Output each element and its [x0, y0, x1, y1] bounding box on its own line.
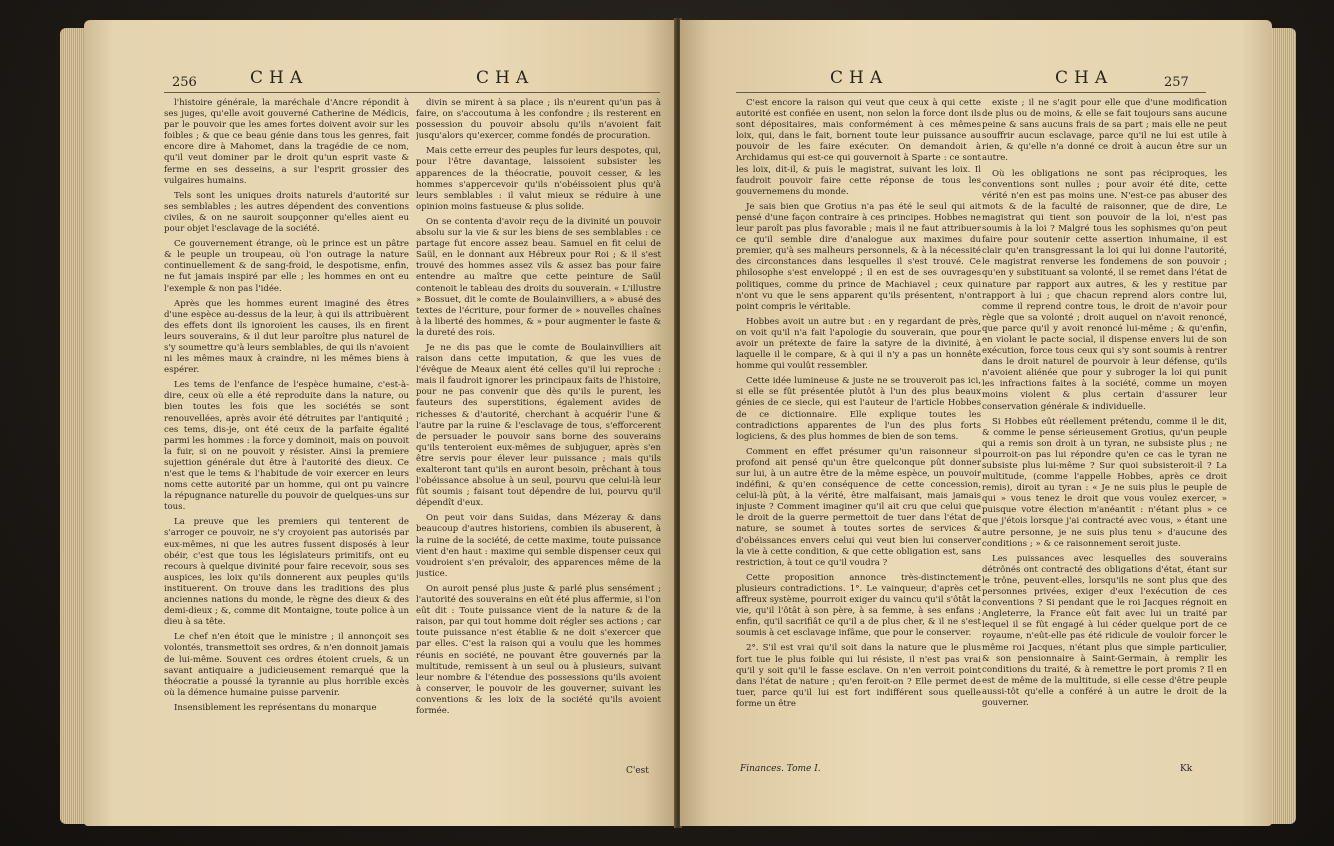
- paragraph: Hobbes avoit un autre but : en y regardant de près, on voit qu'il n'a fait l'apologie du souverain, que pour avoir un prétexte de faire la satyre de la divinité, à laquelle il le compare, & à qui il n'y a pas un honnête homme qui voulût ressembler.: [736, 316, 981, 372]
- paragraph: Comment en effet présumer qu'un raisonneur si profond ait pensé qu'un être quelconque pût donner sur lui, à un autre être de la même espèce, un pouvoir indéfini, & qu'en conséquence de cette concession, celui-là pût, à la vérité, être malfaisant, mais jamais injuste ? Comment imaginer qu'il ait cru que celui que le droit de la guerre permettoit de tuer dans l'état de nature, se soumet à toutes sortes de services & d'obéissances envers celui qui veut bien lui conserver la vie à cette condition, & que cette obligation est, sans restriction, à tout ce qu'il voudra ?: [736, 446, 981, 568]
- paragraph: Ce gouvernement étrange, où le prince est un pâtre & le peuple un troupeau, où l'on outrage la nature continuellement & de sang-froid, le despotisme, enfin, ne fut jamais inspiré par elle ; les hommes en ont eu l'exemple & non pas l'idée.: [164, 239, 409, 294]
- paragraph: Je ne dis pas que le comte de Boulainvilliers ait raison dans cette imputation, & que les vues de l'évêque de Meaux aient été celles qu'il lui reproche : mais il faudroit ignorer les principaux faits de l'histoire, pour ne pas convenir que dès qu'ils le purent, les fauteurs des superstitions, également avides de richesses & d'autorité, cherchant à acquérir l'une & l'autre par la ruine & l'esclavage de tous, s'efforcerent de persuader le pouvoir sans borne des souverains qu'ils tenteroient eux-mêmes de subjuguer, après s'en être servis pour élever leur puissance ; mais qu'ils exalteront tant qu'ils en auront besoin, prêchant à tous l'obéissance absolue à un seul, pourvu que celui-là leur fût soumis ; faisant tout dépendre de lui, pourvu qu'il dépendît d'eux.: [416, 342, 661, 509]
- right-column-1: [736, 98, 981, 758]
- page-number-left: 256: [172, 75, 197, 90]
- left-column-2: [416, 98, 661, 758]
- paragraph: On peut voir dans Suidas, dans Mézeray & dans beaucoup d'autres historiens, combien ils abuserent, à la ruine de la société, de cette maxime, toute puissance vient d'en haut : maxime qui semble dispenser ceux qui voudroient s'en prévaloir, des apparences même de la justice.: [416, 513, 661, 579]
- paragraph: Cette proposition annonce très-distinctement plusieurs contradictions. 1°. Le vainqueur, d'après cet affreux système, pourroit exiger du vaincu qu'il s'ôtât la vie, qu'il l'ôtât à son père, à sa femme, à ses enfans ; enfin, qu'il sacrifiât ce qu'il a de plus cher, & il ne s'est soumis à cet esclavage infâme, que pour le conserver.: [736, 572, 981, 639]
- right-column-2: [982, 98, 1227, 758]
- paragraph: On auroit pensé plus juste & parlé plus sensément ; l'autorité des souverains en eût été plus affermie, si l'on eût dit : Toute puissance vient de la nature & de la raison, par qui tout homme doit régler ses actions ; car toute puissance n'est établie & ne doit s'exercer que par elles. C'est la raison qui a voulu que les hommes réunis en société, ne pouvant être gouvernés par la multitude, remissent à un seul ou à plusieurs, suivant leur nombre & l'étendue des possessions qu'ils avoient à conserver, le pouvoir de les gouverner, suivant les conventions & les loix de la société qu'ils avoient formée.: [416, 583, 661, 716]
- paragraph: l'histoire générale, la maréchale d'Ancre répondit à ses juges, qu'elle avoit gouverné Catherine de Médicis, par le pouvoir que les ames fortes doivent avoir sur les foibles ; & que ce beau génie dans tous les genres, fait encore dire à Mahomet, dans la tragédie de ce nom, qu'il veut dominer par le droit qu'un esprit vaste & ferme en ses desseins, a sur l'esprit grossier des vulgaires humains.: [164, 98, 409, 186]
- head-rule-left: [164, 92, 660, 93]
- paragraph: Où les obligations ne sont pas réciproques, les conventions sont nulles ; pour avoir été dite, cette vérité n'en est pas moins une. N'est-ce pas abuser des mots & de la faculté de raisonner, que de dire, Le magistrat qui tient son pouvoir de la loi, n'est pas soumis à la loi ? Malgré tous les sophismes qu'on peut faire pour soutenir cette assertion inhumaine, il est clair qu'en transgressant la loi qui lui donne l'autorité, le magistrat renverse les fondemens de son pouvoir ; qu'en y substituant sa volonté, il se remet dans l'état de nature par rapport aux autres, & les y restitue par rapport à lui ; que chacun reprend alors contre lui, comme il reprend contre tous, le droit de n'avoir pour règle que sa volonté ; droit auquel on n'avoit renoncé, que parce qu'il y avoit renoncé lui-même ; & qu'enfin, en violant le pacte social, il dispense envers lui de son exécution, force tous ceux qui s'y sont soumis à rentrer dans le droit naturel de pourvoir à leur défense, qu'ils n'avoient aliénée que pour y subroger la loi qui punit les infractions faites à la société, comme un moyen moins violent & plus certain d'assurer leur conservation générale & individuelle.: [982, 168, 1227, 412]
- paragraph: Après que les hommes eurent imaginé des êtres d'une espèce au-dessus de la leur, à qui ils attribuèrent des effets dont ils ignoroient les causes, ils en firent leurs souverains, & il dut leur paroître plus naturel de s'y soumettre qu'à leurs semblables, de qui ils n'avoient ni les mêmes maux à craindre, ni les mêmes biens à espérer.: [164, 298, 409, 376]
- footer-title: Finances. Tome I.: [740, 764, 821, 774]
- running-head-right-2: CHA: [1055, 68, 1114, 88]
- paragraph: On se contenta d'avoir reçu de la divinité un pouvoir absolu sur la vie & sur les biens de ses semblables : ce partage fut encore assez beau. Samuel en fit celui de Saül, en le donnant aux Hébreux pour Roi ; & il s'est trouvé des hommes assez vils & assez bas pour faire entendre au maître que cette peinture de Saül contenoit le tableau des droits du souverain. « L'illustre » Bossuet, dit le comte de Boulainvilliers, a » abusé des textes de l'écriture, pour former de » nouvelles chaînes à la liberté des hommes, & » pour augmenter le faste & la dureté des rois.: [416, 216, 661, 338]
- paragraph: divin se mirent à sa place ; ils n'eurent qu'un pas à faire, on s'accoutuma à les confondre ; ils resterent en possession du pouvoir absolu qu'ils n'avoient fait jusqu'alors qu'exercer, comme fondés de procuration.: [416, 98, 661, 142]
- running-head-right-1: CHA: [830, 68, 889, 88]
- running-head-left-2: CHA: [476, 68, 535, 88]
- head-rule-right: [736, 92, 1206, 93]
- paragraph: 2°. S'il est vrai qu'il soit dans la nature que le plus fort tue le plus foible qui lui résiste, il n'est pas vrai qu'il y soit qu'il le fasse esclave. On n'en verroit point dans l'état de nature ; qu'en feroit-on ? Elle permet de tuer, parce qu'il lui est fort indifférent sous quelle forme un être: [736, 643, 981, 709]
- catchword: C'est: [626, 766, 649, 776]
- paragraph: Les puissances avec lesquelles des souverains détrônés ont contracté des obligations d'état, étant sur le trône, peuvent-elles, lorsqu'ils ne sont plus que des personnes privées, exiger d'eux l'exécution de ces conventions ? Si pendant que le roi Jacques régnoit en Angleterre, la France eût fait avec lui un traité par lequel il se fût engagé à lui céder quelque port de ce royaume, n'eût-elle pas été ridicule de vouloir forcer le même roi Jacques, n'étant plus que simple particulier, & son pensionnaire à Saint-Germain, à remplir les conditions du traité, & à remettre le port promis ? Il en est de même de la multitude, si elle cesse d'être peuple aussi-tôt qu'elle a conféré à un autre le droit de la gouverner.: [982, 553, 1227, 708]
- paragraph: Le chef n'en étoit que le ministre ; il annonçoit ses volontés, transmettoit ses ordres, & n'en donnoit jamais de lui-même. Souvent ces ordres étoient cruels, & un savant antiquaire a judicieusement remarqué que la théocratie a poussé la tyrannie au plus horrible excès où la démence humaine puisse parvenir.: [164, 632, 409, 698]
- running-head-left-1: CHA: [250, 68, 309, 88]
- page-edges-right: [1270, 28, 1296, 824]
- paragraph: Les tems de l'enfance de l'espèce humaine, c'est-à-dire, ceux où elle a été reproduite dans la nature, ou bien toutes les fois que les sociétés se sont renouvellées, après avoir été détruites par l'antiquité ; ces tems, dis-je, ont été ceux de la parfaite égalité parmi les hommes : la force y dominoit, mais on pouvoit la fuir, si on ne pouvoit y résister. Ainsi la premiere sujettion générale dut être à l'autorité des dieux. Ce n'est que le tems & l'habitude de voir exercer en leurs noms cette autorité par un homme, qui ont pu vaincre la répugnance naturelle du pouvoir de quelques-uns sur tous.: [164, 380, 409, 513]
- paragraph: Tels sont les uniques droits naturels d'autorité sur ses semblables ; les autres dépendent des conventions civiles, & on ne sauroit soupçonner qu'elles aient eu pour objet l'esclavage de la société.: [164, 190, 409, 235]
- paragraph: existe ; il ne s'agit pour elle que d'une modification de plus ou de moins, & elle se fait toujours sans aucune peine & sans aucuns frais de sa part ; mais elle ne peut souffrir aucun esclavage, parce qu'il ne lui est utile à rien, & qu'elle n'a donné ce droit à aucun être sur un autre.: [982, 98, 1227, 164]
- paragraph: Insensiblement les représentans du monarque: [174, 702, 377, 713]
- left-page: [84, 20, 676, 826]
- paragraph: Je sais bien que Grotius n'a pas été le seul qui ait pensé d'une façon contraire à ces principes. Hobbes ne leur paroît pas plus favorable ; mais il ne faut attribuer ce qu'il semble dire d'analogue aux maximes du premier, qu'à ses malheurs personnels, & à la nécessité des circonstances dans lesquelles il s'est trouvé. Ce philosophe s'est enveloppé ; il en est de ses ouvrages politiques, comme du prince de Machiavel ; ceux qui n'ont vu que le sens apparent qu'ils présentent, n'ont point compris le véritable.: [736, 201, 981, 312]
- signature-mark: Kk: [1180, 764, 1193, 774]
- paragraph: Mais cette erreur des peuples fur leurs despotes, qui, pour l'être davantage, laissoient subsister les apparences de la théocratie, pouvoit cesser, & les hommes s'appercevoir qu'ils n'obéissoient plus qu'à leurs semblables : il valut mieux se réduire à une opinion moins fastueuse & plus solide.: [416, 146, 661, 212]
- paragraph: C'est encore la raison qui veut que ceux à qui cette autorité est confiée en usent, non selon la force dont ils sont dépositaires, mais conformément à ces mêmes loix, qui, dans le fait, bornent toute leur puissance au pouvoir de les faire exécuter. On demandoit à Archidamus qui est-ce qui gouvernoit à Sparte : ce sont les loix, dit-il, & puis le magistrat, suivant les loix. Il faudroit pouvoir faire cette réponse de tous les gouvernemens du monde.: [736, 98, 981, 197]
- page-edges-left: [60, 28, 86, 824]
- paragraph: La preuve que les premiers qui tenterent de s'arroger ce pouvoir, ne s'y croyoient pas autorisés par eux-mêmes, ni que les autres fussent disposés à leur obéir, c'est que tous les législateurs primitifs, ont eu recours à quelque divinité pour faire recevoir, sous ses auspices, les loix qu'ils donnerent aux peuples qu'ils instituerent. On trouve dans les traditions des plus anciennes nations du monde, le règne des dieux & des demi-dieux ; &, comme dit Montaigne, toute police à un dieu à sa tête.: [164, 517, 409, 628]
- paragraph: Si Hobbes eût réellement prétendu, comme il le dit, & comme le pense sérieusement Grotius, qu'un peuple qui a remis son droit à un tyran, ne subsiste plus ; ne pourroit-on pas lui répondre qu'en ce cas le tyran ne subsiste plus lui-même ? Sur quoi subsisteroit-il ? La multitude, (comme l'appelle Hobbes, après ce droit remis), diroit au tyran : « Je ne suis plus le peuple de qui » vous tenez le droit que vous voulez exercer, » puisque votre élection m'anéantit : n'étant plus » ce que j'étois lorsque j'ai contracté avec vous, » étant une autre personne, je ne suis plus tenu » d'aucune des conditions ; » & ce raisonnement seroit juste.: [982, 416, 1227, 549]
- right-page: [680, 20, 1272, 826]
- paragraph: Cette idée lumineuse & juste ne se trouveroit pas ici, si elle se fût présentée plutôt à l'un des plus beaux génies de ce siecle, qui est l'auteur de l'article Hobbes de ce dictionnaire. Elle explique toutes les contradictions apparentes de l'un des plus forts logiciens, & des plus hommes de bien de son tems.: [736, 376, 981, 442]
- page-number-right: 257: [1164, 75, 1189, 90]
- left-column-1: [164, 98, 409, 758]
